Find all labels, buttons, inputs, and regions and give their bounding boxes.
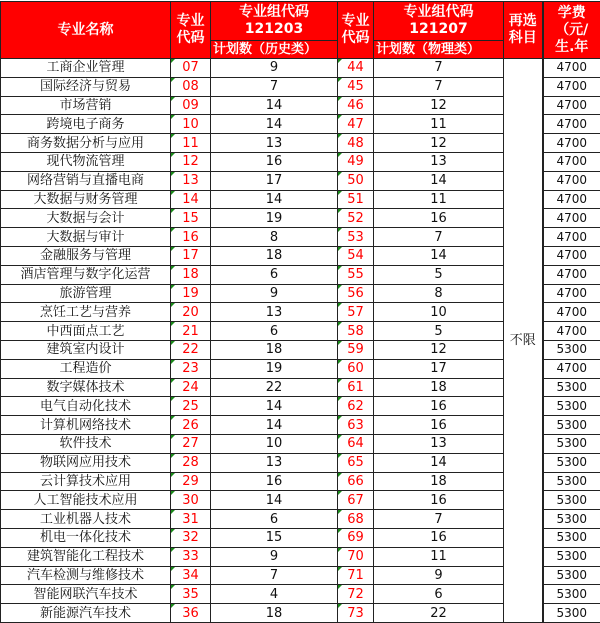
physics-code-cell: 54 xyxy=(338,246,374,265)
fee-cell: 5300 xyxy=(543,397,600,416)
header-fee: 学费（元/生.年 xyxy=(543,2,600,59)
physics-code-cell: 73 xyxy=(338,604,374,623)
major-name-cell: 物联网应用技术 xyxy=(1,453,171,472)
physics-plan-cell: 7 xyxy=(374,510,504,529)
fee-cell: 5300 xyxy=(543,491,600,510)
history-plan-cell: 18 xyxy=(211,604,338,623)
fee-cell: 4700 xyxy=(543,303,600,322)
fee-cell: 5300 xyxy=(543,453,600,472)
physics-code-cell: 44 xyxy=(338,59,374,78)
fee-cell: 5300 xyxy=(543,378,600,397)
history-code-cell: 30 xyxy=(171,491,211,510)
physics-plan-cell: 16 xyxy=(374,528,504,547)
major-name-cell: 大数据与财务管理 xyxy=(1,190,171,209)
group-code: 121207 xyxy=(409,21,467,37)
physics-code-cell: 47 xyxy=(338,115,374,134)
header-reselect: 再选科目 xyxy=(504,2,543,59)
physics-code-cell: 62 xyxy=(338,397,374,416)
history-plan-cell: 17 xyxy=(211,171,338,190)
physics-code-cell: 68 xyxy=(338,510,374,529)
history-plan-cell: 16 xyxy=(211,152,338,171)
history-plan-cell: 15 xyxy=(211,528,338,547)
fee-cell: 4700 xyxy=(543,322,600,341)
history-plan-cell: 6 xyxy=(211,510,338,529)
physics-plan-cell: 16 xyxy=(374,209,504,228)
physics-plan-cell: 7 xyxy=(374,77,504,96)
major-name-cell: 市场营销 xyxy=(1,96,171,115)
fee-cell: 4700 xyxy=(543,96,600,115)
physics-code-cell: 67 xyxy=(338,491,374,510)
physics-plan-cell: 12 xyxy=(374,340,504,359)
group-label: 专业组代码 xyxy=(239,4,309,20)
fee-cell: 5300 xyxy=(543,585,600,604)
history-code-cell: 22 xyxy=(171,340,211,359)
fee-cell: 4700 xyxy=(543,134,600,153)
history-plan-cell: 19 xyxy=(211,359,338,378)
physics-code-cell: 48 xyxy=(338,134,374,153)
physics-plan-cell: 6 xyxy=(374,585,504,604)
physics-code-cell: 60 xyxy=(338,359,374,378)
history-plan-cell: 18 xyxy=(211,246,338,265)
major-name-cell: 电气自动化技术 xyxy=(1,397,171,416)
fee-cell: 4700 xyxy=(543,284,600,303)
major-name-cell: 汽车检测与维修技术 xyxy=(1,566,171,585)
fee-cell: 5300 xyxy=(543,566,600,585)
physics-plan-cell: 14 xyxy=(374,246,504,265)
major-name-cell: 金融服务与管理 xyxy=(1,246,171,265)
physics-code-cell: 58 xyxy=(338,322,374,341)
physics-plan-cell: 12 xyxy=(374,134,504,153)
physics-code-cell: 53 xyxy=(338,228,374,247)
history-code-cell: 32 xyxy=(171,528,211,547)
physics-plan-cell: 14 xyxy=(374,453,504,472)
physics-plan-cell: 16 xyxy=(374,491,504,510)
history-plan-cell: 14 xyxy=(211,491,338,510)
history-code-cell: 08 xyxy=(171,77,211,96)
physics-plan-cell: 10 xyxy=(374,303,504,322)
physics-plan-cell: 11 xyxy=(374,547,504,566)
major-name-cell: 新能源汽车技术 xyxy=(1,604,171,623)
major-name-cell: 旅游管理 xyxy=(1,284,171,303)
enrollment-plan-table xyxy=(0,1,600,623)
physics-plan-cell: 16 xyxy=(374,416,504,435)
physics-plan-cell: 7 xyxy=(374,228,504,247)
history-plan-cell: 19 xyxy=(211,209,338,228)
major-name-cell: 工商企业管理 xyxy=(1,59,171,78)
physics-code-cell: 65 xyxy=(338,453,374,472)
history-code-cell: 18 xyxy=(171,265,211,284)
history-code-cell: 17 xyxy=(171,246,211,265)
header-plan-physics: 计划数（物理类） xyxy=(374,41,504,59)
history-plan-cell: 18 xyxy=(211,340,338,359)
major-name-cell: 现代物流管理 xyxy=(1,152,171,171)
physics-code-cell: 71 xyxy=(338,566,374,585)
physics-plan-cell: 14 xyxy=(374,171,504,190)
major-name-cell: 建筑智能化工程技术 xyxy=(1,547,171,566)
physics-plan-cell: 12 xyxy=(374,96,504,115)
history-plan-cell: 13 xyxy=(211,134,338,153)
major-name-cell: 数字媒体技术 xyxy=(1,378,171,397)
header-major-code-physics: 专业代码 xyxy=(338,2,374,59)
history-code-cell: 19 xyxy=(171,284,211,303)
major-name-cell: 国际经济与贸易 xyxy=(1,77,171,96)
table-body xyxy=(1,59,600,623)
history-plan-cell: 7 xyxy=(211,566,338,585)
physics-code-cell: 64 xyxy=(338,434,374,453)
physics-code-cell: 55 xyxy=(338,265,374,284)
header-plan-history: 计划数（历史类） xyxy=(211,41,338,59)
history-code-cell: 10 xyxy=(171,115,211,134)
physics-code-cell: 46 xyxy=(338,96,374,115)
physics-plan-cell: 13 xyxy=(374,152,504,171)
physics-plan-cell: 7 xyxy=(374,59,504,78)
history-plan-cell: 14 xyxy=(211,96,338,115)
major-name-cell: 中西面点工艺 xyxy=(1,322,171,341)
major-name-cell: 软件技术 xyxy=(1,434,171,453)
major-name-cell: 大数据与会计 xyxy=(1,209,171,228)
table-row xyxy=(1,59,600,78)
history-plan-cell: 13 xyxy=(211,303,338,322)
major-name-cell: 大数据与审计 xyxy=(1,228,171,247)
history-code-cell: 21 xyxy=(171,322,211,341)
history-code-cell: 14 xyxy=(171,190,211,209)
history-plan-cell: 13 xyxy=(211,453,338,472)
major-name-cell: 人工智能技术应用 xyxy=(1,491,171,510)
history-code-cell: 07 xyxy=(171,59,211,78)
physics-plan-cell: 16 xyxy=(374,397,504,416)
header-group-physics xyxy=(374,2,504,41)
fee-cell: 4700 xyxy=(543,209,600,228)
history-plan-cell: 14 xyxy=(211,416,338,435)
major-name-cell: 工程造价 xyxy=(1,359,171,378)
group-label: 专业组代码 xyxy=(404,4,474,20)
fee-cell: 5300 xyxy=(543,528,600,547)
major-name-cell: 商务数据分析与应用 xyxy=(1,134,171,153)
physics-plan-cell: 5 xyxy=(374,322,504,341)
fee-cell: 4700 xyxy=(543,77,600,96)
physics-code-cell: 63 xyxy=(338,416,374,435)
group-code: 121203 xyxy=(245,21,303,37)
history-plan-cell: 9 xyxy=(211,284,338,303)
physics-plan-cell: 11 xyxy=(374,190,504,209)
history-code-cell: 31 xyxy=(171,510,211,529)
physics-code-cell: 51 xyxy=(338,190,374,209)
history-code-cell: 35 xyxy=(171,585,211,604)
physics-code-cell: 61 xyxy=(338,378,374,397)
fee-cell: 4700 xyxy=(543,246,600,265)
history-code-cell: 23 xyxy=(171,359,211,378)
physics-code-cell: 49 xyxy=(338,152,374,171)
history-plan-cell: 4 xyxy=(211,585,338,604)
major-name-cell: 机电一体化技术 xyxy=(1,528,171,547)
physics-code-cell: 50 xyxy=(338,171,374,190)
history-code-cell: 11 xyxy=(171,134,211,153)
physics-code-cell: 56 xyxy=(338,284,374,303)
fee-cell: 5300 xyxy=(543,416,600,435)
physics-plan-cell: 5 xyxy=(374,265,504,284)
physics-plan-cell: 18 xyxy=(374,472,504,491)
history-plan-cell: 7 xyxy=(211,77,338,96)
physics-plan-cell: 11 xyxy=(374,115,504,134)
fee-cell: 4700 xyxy=(543,359,600,378)
history-code-cell: 25 xyxy=(171,397,211,416)
physics-code-cell: 66 xyxy=(338,472,374,491)
physics-plan-cell: 13 xyxy=(374,434,504,453)
header-group-history xyxy=(211,2,338,41)
major-name-cell: 云计算技术应用 xyxy=(1,472,171,491)
history-code-cell: 34 xyxy=(171,566,211,585)
history-plan-cell: 8 xyxy=(211,228,338,247)
history-plan-cell: 14 xyxy=(211,115,338,134)
history-code-cell: 29 xyxy=(171,472,211,491)
physics-plan-cell: 9 xyxy=(374,566,504,585)
fee-cell: 5300 xyxy=(543,604,600,623)
physics-plan-cell: 22 xyxy=(374,604,504,623)
history-plan-cell: 6 xyxy=(211,265,338,284)
history-plan-cell: 16 xyxy=(211,472,338,491)
fee-cell: 4700 xyxy=(543,265,600,284)
history-plan-cell: 6 xyxy=(211,322,338,341)
history-code-cell: 16 xyxy=(171,228,211,247)
header-major-name: 专业名称 xyxy=(1,2,171,59)
physics-code-cell: 69 xyxy=(338,528,374,547)
physics-code-cell: 70 xyxy=(338,547,374,566)
history-code-cell: 12 xyxy=(171,152,211,171)
history-code-cell: 09 xyxy=(171,96,211,115)
history-code-cell: 13 xyxy=(171,171,211,190)
physics-code-cell: 59 xyxy=(338,340,374,359)
history-plan-cell: 9 xyxy=(211,547,338,566)
fee-cell: 4700 xyxy=(543,59,600,78)
history-code-cell: 27 xyxy=(171,434,211,453)
major-name-cell: 网络营销与直播电商 xyxy=(1,171,171,190)
physics-code-cell: 45 xyxy=(338,77,374,96)
major-name-cell: 工业机器人技术 xyxy=(1,510,171,529)
fee-cell: 4700 xyxy=(543,171,600,190)
fee-cell: 4700 xyxy=(543,190,600,209)
reselect-cell: 不限 xyxy=(504,59,543,623)
fee-cell: 5300 xyxy=(543,340,600,359)
major-name-cell: 建筑室内设计 xyxy=(1,340,171,359)
history-code-cell: 24 xyxy=(171,378,211,397)
history-code-cell: 20 xyxy=(171,303,211,322)
major-name-cell: 智能网联汽车技术 xyxy=(1,585,171,604)
fee-cell: 5300 xyxy=(543,547,600,566)
fee-cell: 5300 xyxy=(543,472,600,491)
physics-code-cell: 52 xyxy=(338,209,374,228)
fee-cell: 4700 xyxy=(543,152,600,171)
history-code-cell: 28 xyxy=(171,453,211,472)
history-plan-cell: 22 xyxy=(211,378,338,397)
major-name-cell: 计算机网络技术 xyxy=(1,416,171,435)
history-plan-cell: 14 xyxy=(211,190,338,209)
history-plan-cell: 10 xyxy=(211,434,338,453)
fee-cell: 4700 xyxy=(543,115,600,134)
major-name-cell: 跨境电子商务 xyxy=(1,115,171,134)
history-code-cell: 26 xyxy=(171,416,211,435)
history-plan-cell: 9 xyxy=(211,59,338,78)
fee-cell: 4700 xyxy=(543,228,600,247)
fee-cell: 5300 xyxy=(543,510,600,529)
history-plan-cell: 14 xyxy=(211,397,338,416)
physics-code-cell: 57 xyxy=(338,303,374,322)
history-code-cell: 36 xyxy=(171,604,211,623)
major-name-cell: 烹饪工艺与营养 xyxy=(1,303,171,322)
physics-code-cell: 72 xyxy=(338,585,374,604)
header-major-code-history: 专业代码 xyxy=(171,2,211,59)
fee-cell: 5300 xyxy=(543,434,600,453)
physics-plan-cell: 17 xyxy=(374,359,504,378)
history-code-cell: 15 xyxy=(171,209,211,228)
physics-plan-cell: 8 xyxy=(374,284,504,303)
history-code-cell: 33 xyxy=(171,547,211,566)
major-name-cell: 酒店管理与数字化运营 xyxy=(1,265,171,284)
physics-plan-cell: 18 xyxy=(374,378,504,397)
